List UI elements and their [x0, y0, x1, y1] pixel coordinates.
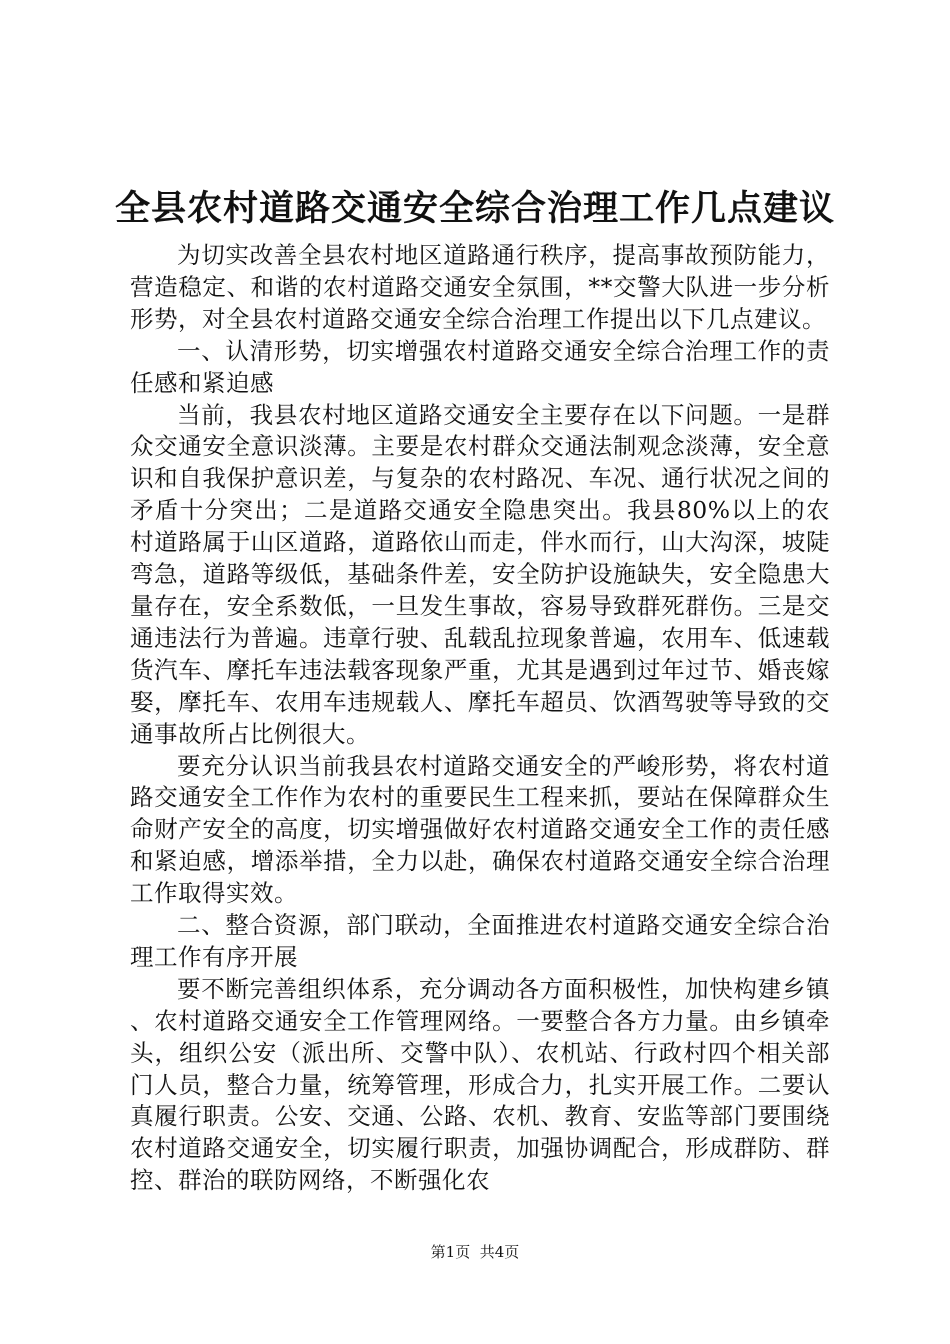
intro-paragraph: 为切实改善全县农村地区道路通行秩序，提高事故预防能力，营造稳定、和谐的农村道路交通安全氛围，**交警大队进一步分析形势，对全县农村道路交通安全综合治理工作提出以下几点建议。	[130, 241, 830, 333]
page-title: 全县农村道路交通安全综合治理工作几点建议	[114, 188, 835, 229]
section-heading-1: 一、认清形势，切实增强农村道路交通安全综合治理工作的责任感和紧迫感	[130, 336, 830, 397]
document-body	[130, 240, 830, 1197]
page-footer	[0, 1240, 950, 1264]
total-pages: 共4页	[479, 1243, 520, 1261]
page-number: 第1页	[430, 1243, 471, 1261]
section-heading-2: 二、整合资源，部门联动，全面推进农村道路交通安全综合治理工作有序开展	[130, 911, 830, 971]
problems-paragraph: 当前，我县农村地区道路交通安全主要存在以下问题。一是群众交通安全意识淡薄。主要是农村群众交通法制观念淡薄，安全意识和自我保护意识差，与复杂的农村路况、车况、通行状况之间的矛盾十分突出；二是道路交通安全隐患突出。我县80%以上的农村道路属于山区道路，道路依山而走，伴水而行，山大沟深，坡陡弯急，道路等级低，基础条件差，安全防护设施缺失，安全隐患大量存在，安全系数低，一旦发生事故，容易导致群死群伤。三是交通违法行为普遍。违章行驶、乱载乱拉现象普遍，农用车、低速载货汽车、摩托车违法载客现象严重，尤其是遇到过年过节、婚丧嫁娶，摩托车、农用车违规载人、摩托车超员、饮酒驾驶等导致的交通事故所占比例很大。	[130, 400, 830, 748]
organization-paragraph: 要不断完善组织体系，充分调动各方面积极性，加快构建乡镇、农村道路交通安全工作管理网络。一要整合各方力量。由乡镇牵头，组织公安（派出所、交警中队）、农机站、行政村四个相关部门人员，整合力量，统筹管理，形成合力，扎实开展工作。二要认真履行职责。公安、交通、公路、农机、教育、安监等部门要围绕农村道路交通安全，切实履行职责，加强协调配合，形成群防、群控、群治的联防网络，不断强化农	[130, 974, 830, 1195]
footer-gap	[470, 1243, 480, 1261]
awareness-paragraph: 要充分认识当前我县农村道路交通安全的严峻形势，将农村道路交通安全工作作为农村的重要民生工程来抓，要站在保障群众生命财产安全的高度，切实增强做好农村道路交通安全工作的责任感和紧迫感，增添举措，全力以赴，确保农村道路交通安全综合治理工作取得实效。	[130, 751, 830, 908]
